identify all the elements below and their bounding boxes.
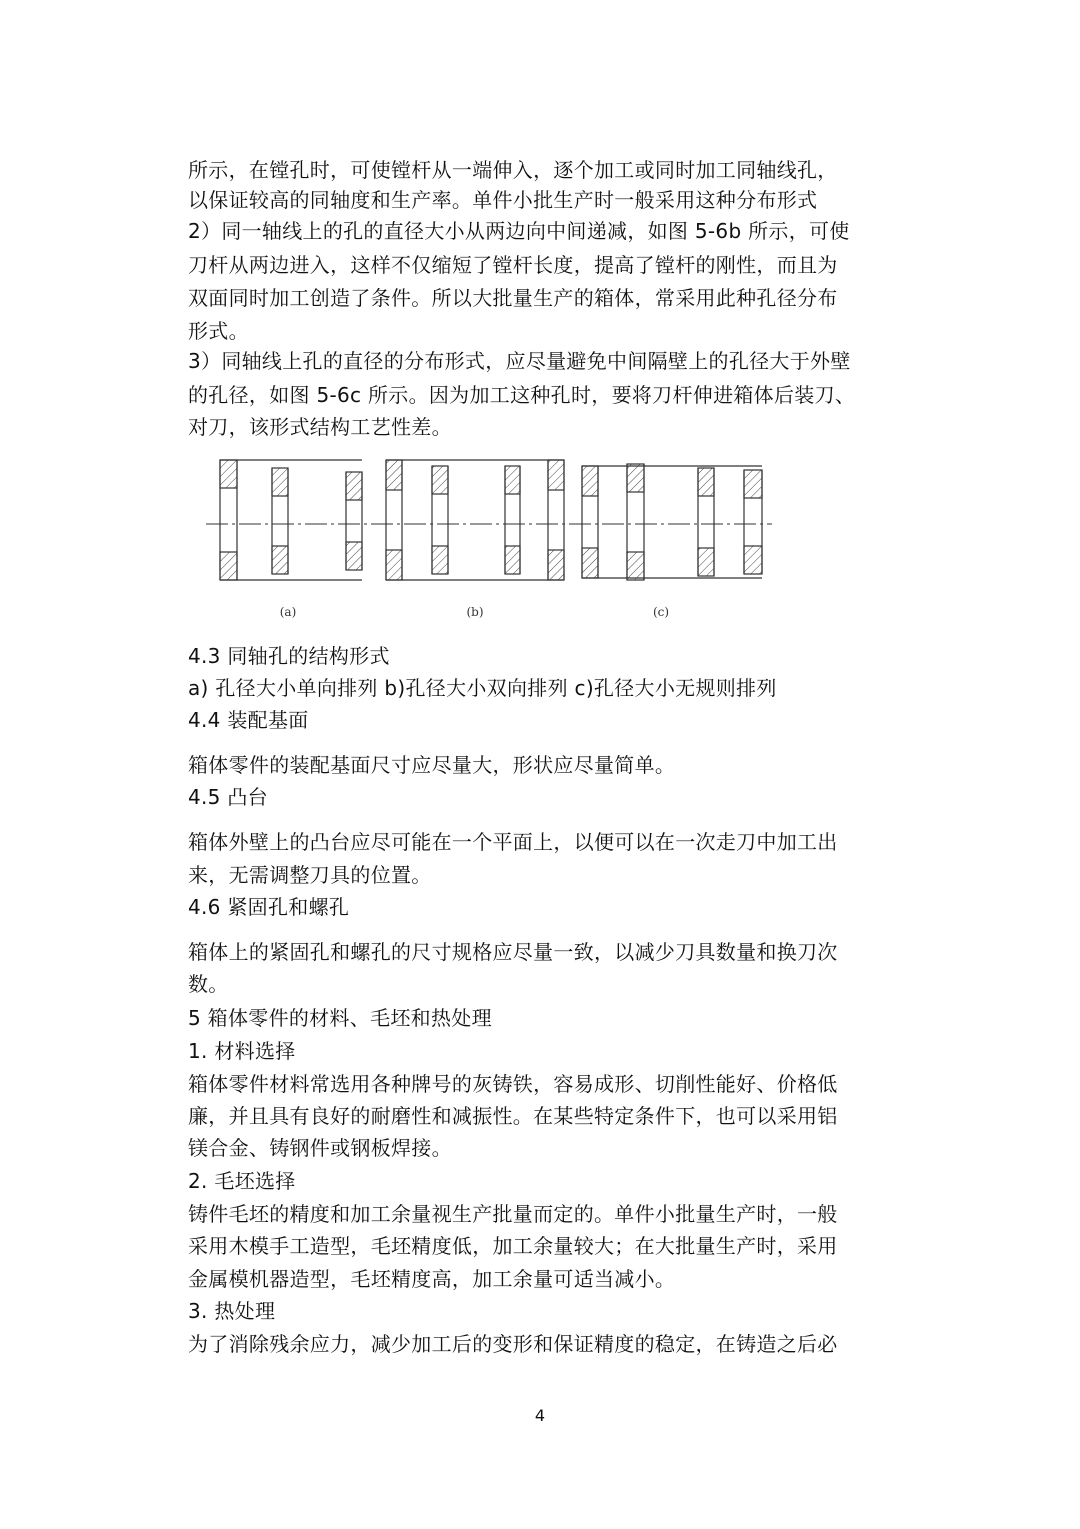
figure-b-drawing: [386, 460, 564, 580]
text-line: 数。: [188, 972, 229, 996]
text-line: 箱体外壁上的凸台应尽可能在一个平面上，以便可以在一次走刀中加工出: [188, 830, 838, 854]
subsection-heading: 3. 热处理: [188, 1299, 276, 1323]
section-heading: 5 箱体零件的材料、毛坯和热处理: [188, 1006, 492, 1030]
text-line: 双面同时加工创造了条件。所以大批量生产的箱体，常采用此种孔径分布: [188, 286, 838, 310]
section-heading: 4.3 同轴孔的结构形式: [188, 644, 390, 668]
page-number: 4: [534, 1406, 546, 1425]
text-line: 镁合金、铸钢件或钢板焊接。: [188, 1136, 452, 1160]
section-heading: 4.5 凸台: [188, 785, 268, 809]
text-line: 金属模机器造型，毛坯精度高，加工余量可适当减小。: [188, 1267, 676, 1291]
text-line: 铸件毛坯的精度和加工余量视生产批量而定的。单件小批量生产时，一般: [188, 1202, 838, 1226]
text-line: 箱体上的紧固孔和螺孔的尺寸规格应尽量一致，以减少刀具数量和换刀次: [188, 940, 838, 964]
text-line: 3）同轴线上孔的直径的分布形式，应尽量避免中间隔壁上的孔径大于外壁: [188, 349, 851, 373]
figure-c-drawing: [582, 464, 762, 580]
subsection-heading: 1. 材料选择: [188, 1039, 296, 1063]
figure-caption-c: (c): [652, 605, 670, 619]
coaxial-hole-figure: [200, 454, 780, 634]
figure-a-drawing: [220, 460, 362, 580]
text-line: 为了消除残余应力，减少加工后的变形和保证精度的稳定，在铸造之后必: [188, 1332, 838, 1356]
text-line: 形式。: [188, 319, 249, 343]
text-line: 来，无需调整刀具的位置。: [188, 863, 432, 887]
figure-caption-a: (a): [279, 605, 297, 619]
section-heading: 4.4 装配基面: [188, 708, 309, 732]
text-line: 对刀，该形式结构工艺性差。: [188, 415, 452, 439]
text-line: 所示，在镗孔时，可使镗杆从一端伸入，逐个加工或同时加工同轴线孔，: [188, 158, 838, 182]
text-line: 箱体零件的装配基面尺寸应尽量大，形状应尽量简单。: [188, 753, 676, 777]
text-line: 采用木模手工造型，毛坯精度低，加工余量较大；在大批量生产时，采用: [188, 1234, 838, 1258]
figure-legend: a) 孔径大小单向排列 b)孔径大小双向排列 c)孔径大小无规则排列: [188, 676, 777, 700]
figure-caption-b: (b): [466, 605, 484, 619]
text-line: 2）同一轴线上的孔的直径大小从两边向中间递减，如图 5-6b 所示，可使: [188, 219, 850, 243]
text-line: 廉，并且具有良好的耐磨性和减振性。在某些特定条件下，也可以采用铝: [188, 1104, 838, 1128]
section-heading: 4.6 紧固孔和螺孔: [188, 895, 350, 919]
text-line: 的孔径，如图 5-6c 所示。因为加工这种孔时，要将刀杆伸进箱体后装刀、: [188, 383, 856, 407]
text-line: 刀杆从两边进入，这样不仅缩短了镗杆长度，提高了镗杆的刚性，而且为: [188, 253, 838, 277]
subsection-heading: 2. 毛坯选择: [188, 1169, 296, 1193]
text-line: 以保证较高的同轴度和生产率。单件小批生产时一般采用这种分布形式: [188, 188, 818, 212]
text-line: 箱体零件材料常选用各种牌号的灰铸铁，容易成形、切削性能好、价格低: [188, 1072, 838, 1096]
